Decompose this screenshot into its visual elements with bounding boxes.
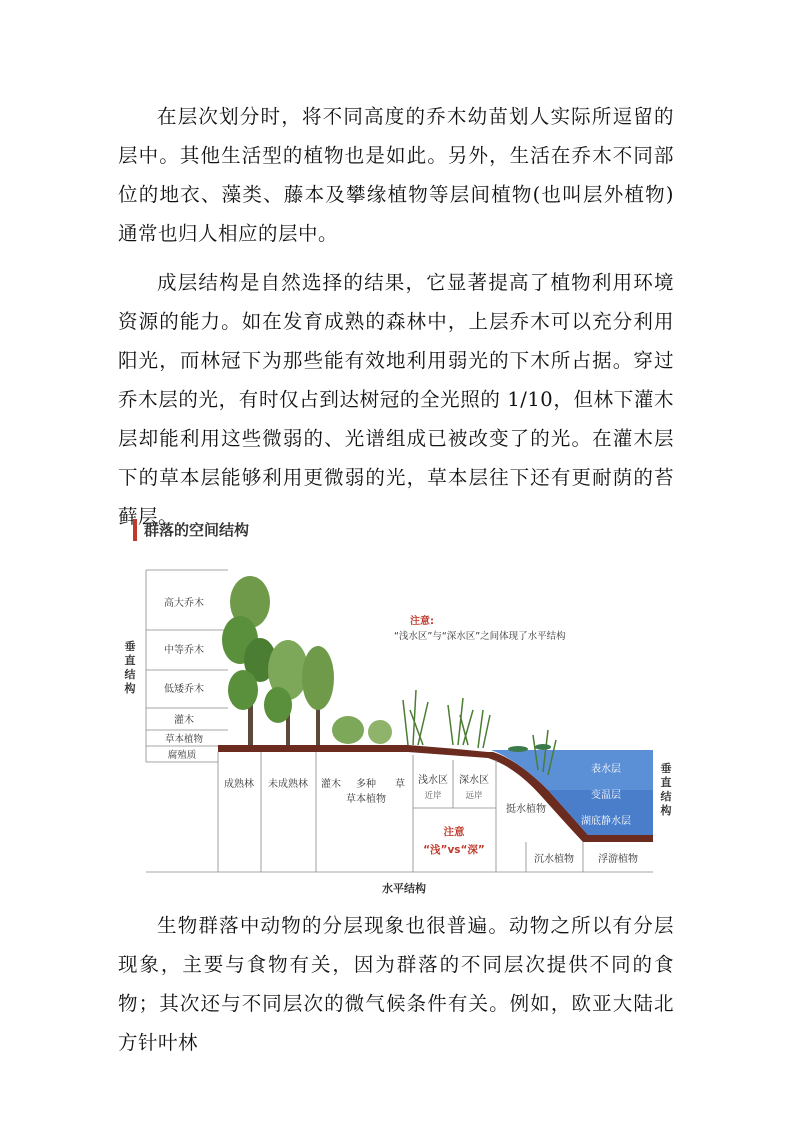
note-bottom-text: “浅”vs“深”	[423, 844, 485, 856]
zone-grass: 草	[395, 779, 405, 790]
layer-label-medium-trees: 中等乔木	[164, 645, 204, 656]
layer-label-herbs: 草本植物	[164, 734, 204, 745]
figure-title: 群落的空间结构	[133, 519, 249, 541]
zone-herbs: 草本植物	[346, 794, 386, 805]
water-layer-thermocline: 变温层	[591, 790, 621, 801]
water-layer-bottom: 湖底静水层	[581, 816, 631, 827]
tall-tree	[222, 576, 276, 745]
layer-label-shrubs: 灌木	[174, 715, 194, 726]
zone-shallow: 浅水区	[418, 775, 448, 786]
medium-tree-2	[302, 646, 334, 745]
zone-submerged: 沉水植物	[534, 854, 574, 865]
zone-deep: 深水区	[459, 775, 489, 786]
vertical-label-left: 垂直结构	[124, 640, 136, 695]
paragraph-3: 生物群落中动物的分层现象也很普遍。动物之所以有分层现象，主要与食物有关，因为群落的不同层次提供不同的食物；其次还与不同层次的微气候条件有关。例如，欧亚大陆北方针叶林	[118, 914, 674, 1054]
vertical-label-right: 垂直结构	[660, 762, 672, 817]
layer-label-low-trees: 低矮乔木	[164, 684, 204, 695]
zone-shrub: 灌木	[321, 779, 341, 790]
water-layer-surface: 表水层	[591, 764, 621, 775]
medium-tree	[264, 640, 308, 745]
note-top-heading: 注意:	[410, 616, 434, 627]
zone-emergent: 挺水植物	[506, 804, 546, 815]
zone-nearshore: 近岸	[424, 791, 442, 801]
community-structure-diagram	[118, 550, 680, 900]
zone-mature-forest: 成熟林	[224, 779, 254, 790]
layer-label-tall-trees: 高大乔木	[164, 598, 204, 609]
zone-plankton: 浮游植物	[598, 854, 638, 865]
layer-label-humus: 腐殖质	[167, 750, 197, 761]
zone-offshore: 远岸	[465, 791, 483, 801]
note-bottom-heading: 注意	[443, 826, 465, 838]
zone-various: 多种	[356, 779, 376, 790]
zone-immature-forest: 未成熟林	[268, 779, 308, 790]
note-top-text: “浅水区”与“深水区”之间体现了水平结构	[394, 631, 566, 642]
horizontal-label: 水平结构	[382, 882, 426, 895]
paragraph-1: 在层次划分时，将不同高度的乔木幼苗划人实际所逗留的层中。其他生活型的植物也是如此。另外，生活在乔木不同部位的地衣、藻类、藤本及攀缘植物等层间植物(也叫层外植物)通常也归人相应的层中。	[118, 105, 674, 245]
paragraph-2: 成层结构是自然选择的结果，它显著提高了植物利用环境资源的能力。如在发育成熟的森林中，上层乔木可以充分利用阳光，而林冠下为那些能有效地利用弱光的下木所占据。穿过乔木层的光，有时仅占到达树冠的全光照的 1/10，但林下灌木层却能利用这些微弱的、光谱组成已被改变了的光。在灌木层下的草本层能够利用更微弱的光，草本层往下还有更耐荫的苔藓层。	[118, 271, 674, 528]
shrub	[332, 716, 392, 744]
